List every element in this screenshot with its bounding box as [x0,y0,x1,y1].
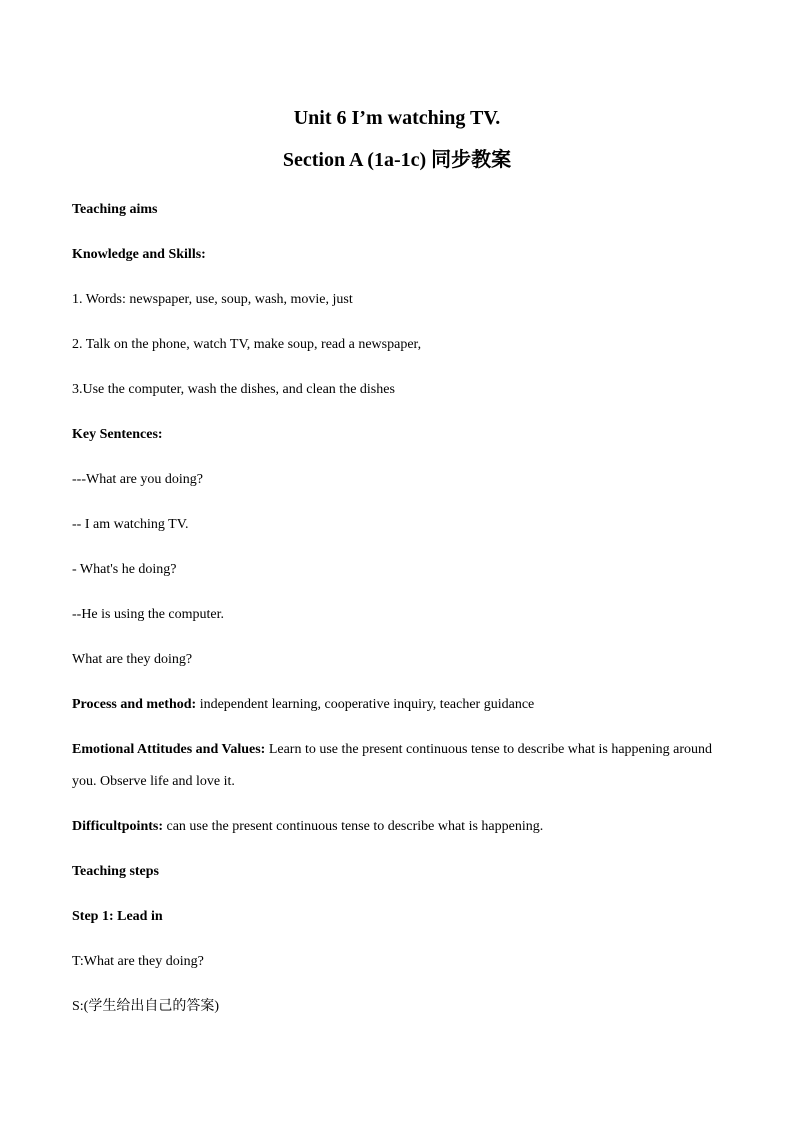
heading-teaching-aims: Teaching aims [72,202,158,217]
difficult-points-text: can use the present continuous tense to describe what is happening. [163,819,544,834]
key-sentence-3: - What's he doing? [72,562,177,577]
difficult-points-label: Difficultpoints: [72,819,163,834]
key-sentence-4: --He is using the computer. [72,607,225,622]
words-line-1: 1. Words: newspaper, use, soup, wash, movie, just [72,292,353,307]
teacher-line: T:What are they doing? [72,954,204,969]
emotional-attitudes-text: Learn to use the present continuous tense to describe what is happening around you. Observe life and love it. [72,742,713,789]
words-line-2: 2. Talk on the phone, watch TV, make soup, read a newspaper, [72,337,422,352]
difficult-points-paragraph [72,818,732,836]
heading-teaching-steps: Teaching steps [72,864,160,879]
heading-key-sentences: Key Sentences: [72,427,163,442]
student-line: S:(学生给出自己的答案) [72,999,219,1014]
process-method-paragraph [72,696,732,714]
key-sentence-1: ---What are you doing? [72,472,203,487]
process-method-label: Process and method: [72,697,197,712]
emotional-attitudes-label: Emotional Attitudes and Values: [72,742,266,757]
process-method-text: independent learning, cooperative inquiry, teacher guidance [196,697,535,712]
key-sentence-5: What are they doing? [72,652,193,667]
heading-knowledge-skills: Knowledge and Skills: [72,247,206,262]
words-line-3: 3.Use the computer, wash the dishes, and clean the dishes [72,382,395,397]
key-sentence-2: -- I am watching TV. [72,517,189,532]
heading-step-1: Step 1: Lead in [72,909,163,924]
document-title: Unit 6 I’m watching TV. [293,107,501,129]
document-subtitle: Section A (1a-1c) 同步教案 [282,149,512,171]
emotional-attitudes-paragraph [72,734,732,798]
